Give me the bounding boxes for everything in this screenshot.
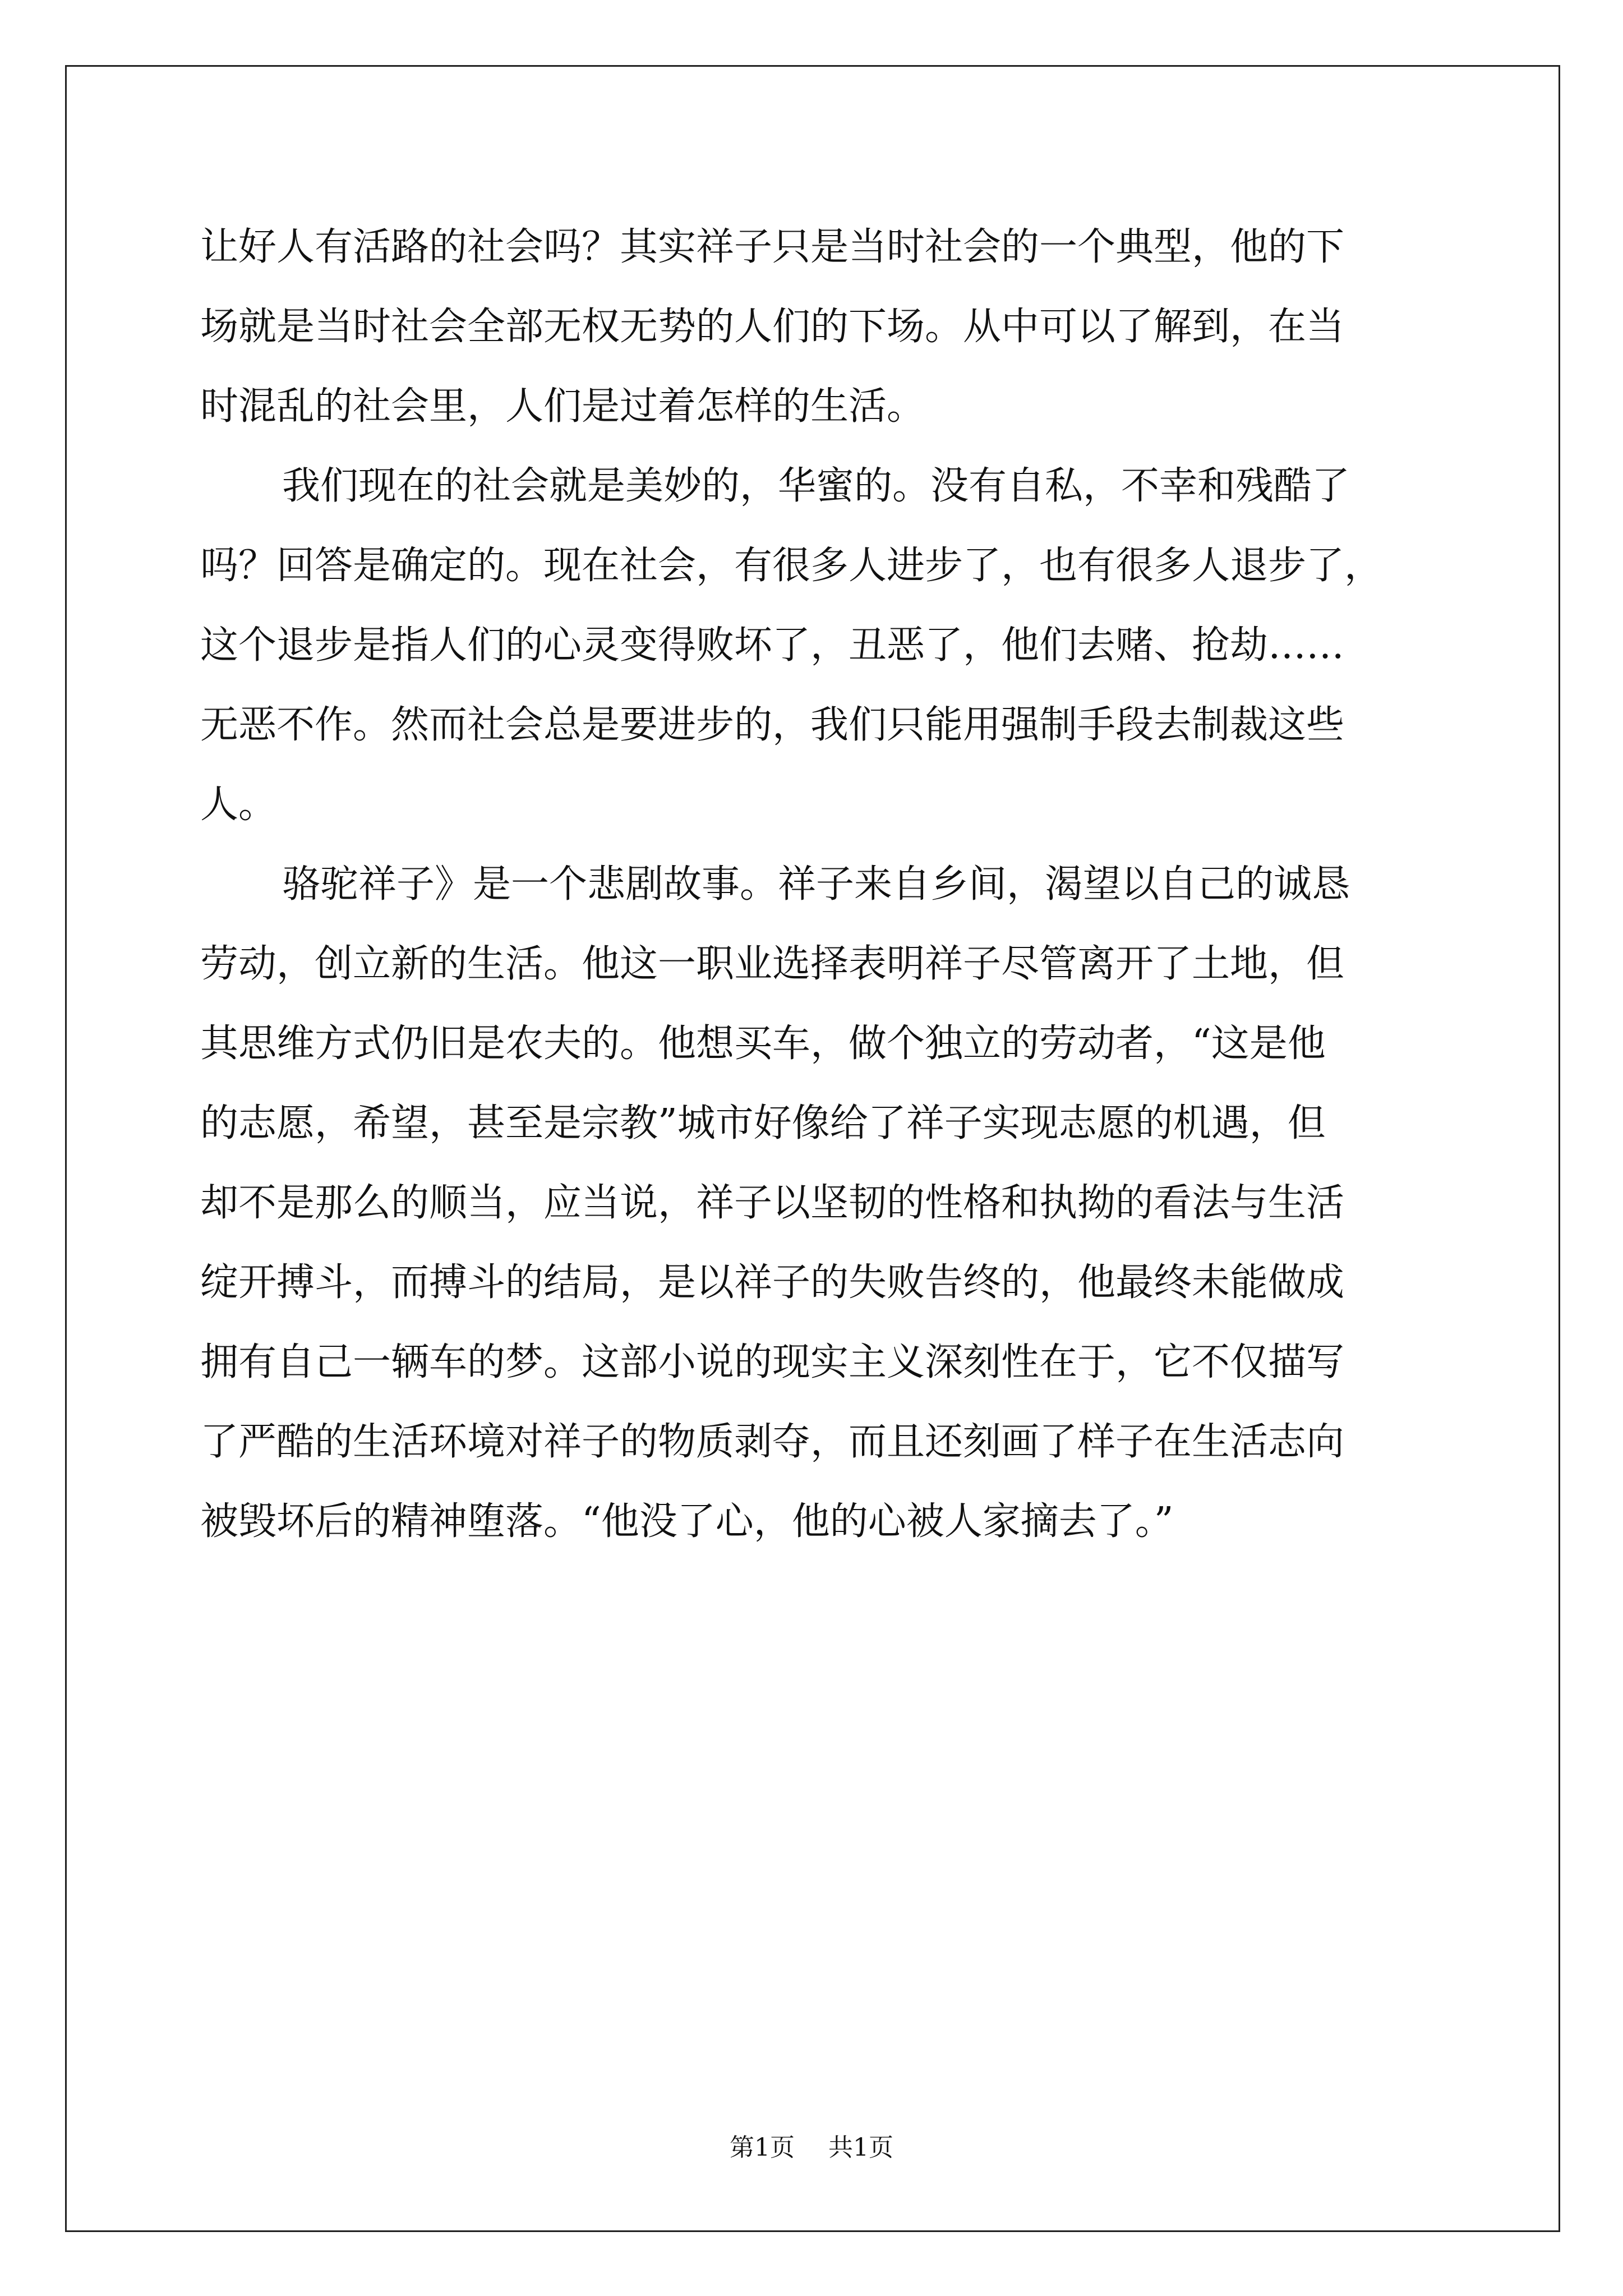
text-line: 的志愿，希望，甚至是宗教”城市好像给了祥子实现志愿的机遇，但 [200,1101,1326,1145]
text-line: 吗？回答是确定的。现在社会，有很多人进步了，也有很多人退步了， [200,544,1383,588]
text-line: 让好人有活路的社会吗？其实祥子只是当时社会的一个典型，他的下 [200,225,1345,269]
page-number-current: 第1页 [730,2133,795,2162]
text-line: 人。 [200,783,277,827]
text-line: 绽开搏斗，而搏斗的结局，是以祥子的失败告终的，他最终未能做成 [200,1260,1345,1305]
text-line: 却不是那么的顺当，应当说，祥子以坚韧的性格和执拗的看法与生活 [200,1181,1345,1225]
text-line: 我们现在的社会就是美妙的，华蜜的。没有自私，不幸和残酷了 [282,464,1350,508]
document-body [200,208,1448,1562]
text-line: 无恶不作。然而社会总是要进步的，我们只能用强制手段去制裁这些 [200,703,1345,747]
text-line: 这个退步是指人们的心灵变得败坏了，丑恶了，他们去赌、抢劫…… [200,623,1345,668]
text-line: 劳动，创立新的生活。他这一职业选择表明祥子尽管离开了土地，但 [200,942,1345,986]
page-number-total: 共1页 [828,2133,893,2162]
text-line: 被毁坏后的精神堕落。“他没了心，他的心被人家摘去了。” [200,1499,1174,1544]
page-footer [0,2127,1623,2163]
paragraph-1 [200,208,1448,447]
text-line: 场就是当时社会全部无权无势的人们的下场。从中可以了解到，在当 [200,305,1345,349]
text-line: 骆驼祥子》是一个悲剧故事。祥子来自乡间，渴望以自己的诚恳 [282,862,1350,907]
paragraph-3 [200,845,1448,1562]
paragraph-2 [200,447,1448,845]
text-line: 拥有自己一辆车的梦。这部小说的现实主义深刻性在于，它不仅描写 [200,1340,1345,1384]
text-line: 了严酷的生活环境对祥子的物质剥夺，而且还刻画了样子在生活志向 [200,1420,1345,1464]
text-line: 其思维方式仍旧是农夫的。他想买车，做个独立的劳动者，“这是他 [200,1022,1326,1066]
text-line: 时混乱的社会里，人们是过着怎样的生活。 [200,384,925,429]
